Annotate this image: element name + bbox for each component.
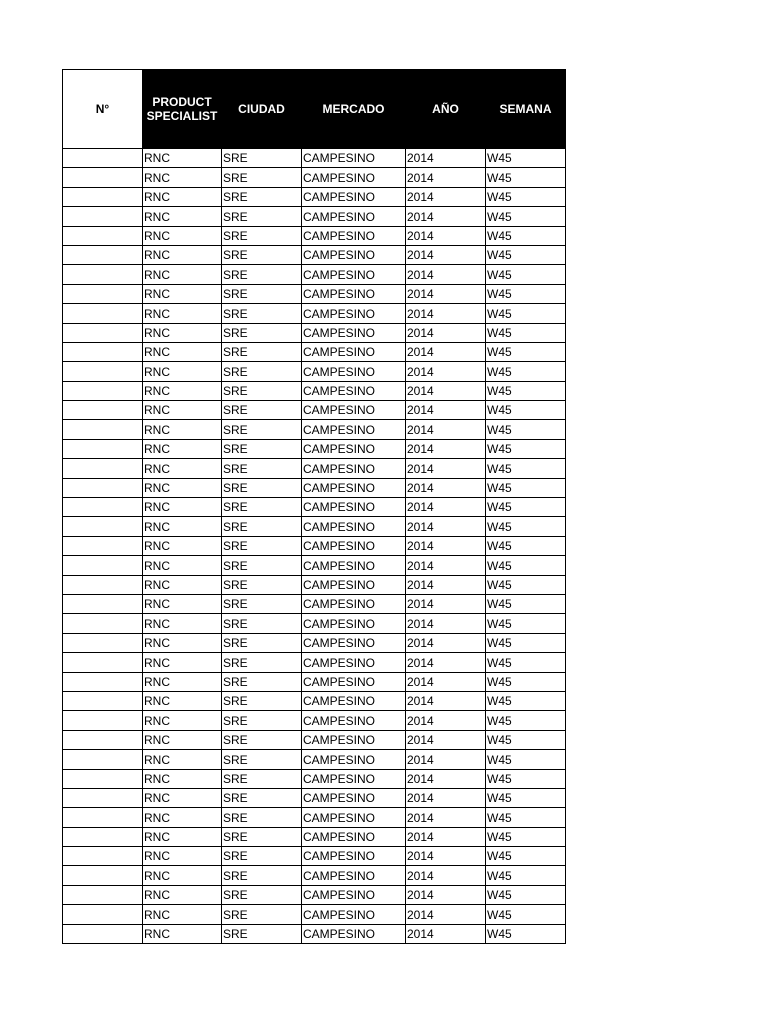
- cell-product-specialist[interactable]: RNC: [143, 226, 222, 245]
- cell-product-specialist[interactable]: RNC: [143, 304, 222, 323]
- cell-ano[interactable]: 2014: [406, 284, 486, 303]
- table-row: [63, 401, 566, 420]
- cell-mercado[interactable]: CAMPESINO: [302, 420, 406, 439]
- table-row: [63, 226, 566, 245]
- cell-number[interactable]: [63, 827, 143, 846]
- cell-semana[interactable]: W45: [486, 187, 566, 206]
- cell-ano[interactable]: 2014: [406, 439, 486, 458]
- cell-ciudad[interactable]: SRE: [222, 323, 302, 342]
- cell-mercado[interactable]: CAMPESINO: [302, 672, 406, 691]
- cell-mercado[interactable]: CAMPESINO: [302, 866, 406, 885]
- table-row: [63, 827, 566, 846]
- table-row: [63, 788, 566, 807]
- cell-semana[interactable]: W45: [486, 769, 566, 788]
- cell-ciudad[interactable]: SRE: [222, 827, 302, 846]
- cell-mercado[interactable]: CAMPESINO: [302, 498, 406, 517]
- cell-ciudad[interactable]: SRE: [222, 594, 302, 613]
- cell-product-specialist[interactable]: RNC: [143, 284, 222, 303]
- cell-semana[interactable]: W45: [486, 672, 566, 691]
- cell-product-specialist[interactable]: RNC: [143, 459, 222, 478]
- cell-ciudad[interactable]: SRE: [222, 168, 302, 187]
- cell-ano[interactable]: 2014: [406, 207, 486, 226]
- table-row: [63, 517, 566, 536]
- cell-number[interactable]: [63, 653, 143, 672]
- cell-semana[interactable]: W45: [486, 691, 566, 710]
- cell-ano[interactable]: 2014: [406, 827, 486, 846]
- cell-number[interactable]: [63, 245, 143, 264]
- cell-semana[interactable]: W45: [486, 478, 566, 497]
- cell-number[interactable]: [63, 672, 143, 691]
- header-mercado[interactable]: MERCADO: [302, 70, 406, 149]
- cell-product-specialist[interactable]: RNC: [143, 536, 222, 555]
- cell-product-specialist[interactable]: RNC: [143, 691, 222, 710]
- table-row: [63, 711, 566, 730]
- cell-ano[interactable]: 2014: [406, 924, 486, 943]
- cell-product-specialist[interactable]: RNC: [143, 788, 222, 807]
- table-row: [63, 265, 566, 284]
- cell-mercado[interactable]: CAMPESINO: [302, 691, 406, 710]
- cell-ciudad[interactable]: SRE: [222, 730, 302, 749]
- cell-semana[interactable]: W45: [486, 439, 566, 458]
- cell-mercado[interactable]: CAMPESINO: [302, 594, 406, 613]
- cell-ano[interactable]: 2014: [406, 498, 486, 517]
- cell-number[interactable]: [63, 905, 143, 924]
- table-row: [63, 342, 566, 361]
- cell-semana[interactable]: W45: [486, 924, 566, 943]
- cell-number[interactable]: [63, 381, 143, 400]
- cell-product-specialist[interactable]: RNC: [143, 905, 222, 924]
- table-row: [63, 536, 566, 555]
- cell-mercado[interactable]: CAMPESINO: [302, 905, 406, 924]
- cell-ciudad[interactable]: SRE: [222, 788, 302, 807]
- cell-ciudad[interactable]: SRE: [222, 808, 302, 827]
- cell-semana[interactable]: W45: [486, 594, 566, 613]
- cell-mercado[interactable]: CAMPESINO: [302, 284, 406, 303]
- cell-ano[interactable]: 2014: [406, 691, 486, 710]
- header-product-specialist[interactable]: PRODUCT SPECIALIST: [143, 70, 222, 149]
- cell-ciudad[interactable]: SRE: [222, 672, 302, 691]
- cell-ano[interactable]: 2014: [406, 265, 486, 284]
- cell-ano[interactable]: 2014: [406, 633, 486, 652]
- cell-number[interactable]: [63, 847, 143, 866]
- header-number[interactable]: N°: [63, 70, 143, 149]
- cell-mercado[interactable]: CAMPESINO: [302, 847, 406, 866]
- cell-semana[interactable]: W45: [486, 168, 566, 187]
- table-row: [63, 439, 566, 458]
- cell-semana[interactable]: W45: [486, 459, 566, 478]
- cell-product-specialist[interactable]: RNC: [143, 653, 222, 672]
- cell-mercado[interactable]: CAMPESINO: [302, 750, 406, 769]
- cell-number[interactable]: [63, 594, 143, 613]
- table-row: [63, 672, 566, 691]
- cell-number[interactable]: [63, 439, 143, 458]
- cell-ciudad[interactable]: SRE: [222, 517, 302, 536]
- cell-ciudad[interactable]: SRE: [222, 187, 302, 206]
- table-row: [63, 381, 566, 400]
- table-header: [63, 70, 566, 149]
- cell-semana[interactable]: W45: [486, 575, 566, 594]
- cell-product-specialist[interactable]: RNC: [143, 672, 222, 691]
- cell-number[interactable]: [63, 517, 143, 536]
- cell-ciudad[interactable]: SRE: [222, 420, 302, 439]
- cell-ano[interactable]: 2014: [406, 304, 486, 323]
- cell-ciudad[interactable]: SRE: [222, 478, 302, 497]
- cell-ano[interactable]: 2014: [406, 401, 486, 420]
- table-row: [63, 478, 566, 497]
- cell-ciudad[interactable]: SRE: [222, 691, 302, 710]
- cell-semana[interactable]: W45: [486, 381, 566, 400]
- cell-number[interactable]: [63, 342, 143, 361]
- cell-semana[interactable]: W45: [486, 420, 566, 439]
- cell-ano[interactable]: 2014: [406, 788, 486, 807]
- cell-ciudad[interactable]: SRE: [222, 769, 302, 788]
- table-row: [63, 323, 566, 342]
- cell-product-specialist[interactable]: RNC: [143, 381, 222, 400]
- cell-ciudad[interactable]: SRE: [222, 905, 302, 924]
- cell-ano[interactable]: 2014: [406, 536, 486, 555]
- cell-product-specialist[interactable]: RNC: [143, 168, 222, 187]
- cell-number[interactable]: [63, 323, 143, 342]
- table-row: [63, 575, 566, 594]
- cell-ciudad[interactable]: SRE: [222, 207, 302, 226]
- cell-number[interactable]: [63, 866, 143, 885]
- table-row: [63, 187, 566, 206]
- cell-mercado[interactable]: CAMPESINO: [302, 245, 406, 264]
- cell-ano[interactable]: 2014: [406, 672, 486, 691]
- table-row: [63, 498, 566, 517]
- cell-ano[interactable]: 2014: [406, 769, 486, 788]
- cell-ciudad[interactable]: SRE: [222, 381, 302, 400]
- cell-ano[interactable]: 2014: [406, 594, 486, 613]
- table-row: [63, 866, 566, 885]
- table-row: [63, 420, 566, 439]
- cell-ano[interactable]: 2014: [406, 168, 486, 187]
- cell-semana[interactable]: W45: [486, 323, 566, 342]
- cell-ano[interactable]: 2014: [406, 187, 486, 206]
- cell-ano[interactable]: 2014: [406, 323, 486, 342]
- table-row: [63, 284, 566, 303]
- cell-semana[interactable]: W45: [486, 226, 566, 245]
- cell-ano[interactable]: 2014: [406, 866, 486, 885]
- cell-mercado[interactable]: CAMPESINO: [302, 653, 406, 672]
- cell-mercado[interactable]: CAMPESINO: [302, 885, 406, 904]
- cell-product-specialist[interactable]: RNC: [143, 750, 222, 769]
- cell-product-specialist[interactable]: RNC: [143, 866, 222, 885]
- cell-number[interactable]: [63, 788, 143, 807]
- cell-number[interactable]: [63, 498, 143, 517]
- header-semana[interactable]: SEMANA: [486, 70, 566, 149]
- header-row: [63, 70, 566, 149]
- cell-semana[interactable]: W45: [486, 633, 566, 652]
- cell-mercado[interactable]: CAMPESINO: [302, 536, 406, 555]
- cell-number[interactable]: [63, 633, 143, 652]
- table-row: [63, 594, 566, 613]
- table-row: [63, 459, 566, 478]
- cell-semana[interactable]: W45: [486, 750, 566, 769]
- table-row: [63, 924, 566, 943]
- cell-semana[interactable]: W45: [486, 304, 566, 323]
- cell-ciudad[interactable]: SRE: [222, 653, 302, 672]
- table-row: [63, 633, 566, 652]
- cell-ciudad[interactable]: SRE: [222, 401, 302, 420]
- cell-number[interactable]: [63, 478, 143, 497]
- cell-product-specialist[interactable]: RNC: [143, 594, 222, 613]
- cell-number[interactable]: [63, 226, 143, 245]
- cell-mercado[interactable]: CAMPESINO: [302, 226, 406, 245]
- cell-product-specialist[interactable]: RNC: [143, 439, 222, 458]
- cell-ciudad[interactable]: SRE: [222, 342, 302, 361]
- table-row: [63, 847, 566, 866]
- cell-semana[interactable]: W45: [486, 866, 566, 885]
- table-body: [63, 149, 566, 944]
- cell-product-specialist[interactable]: RNC: [143, 517, 222, 536]
- cell-ano[interactable]: 2014: [406, 556, 486, 575]
- cell-mercado[interactable]: CAMPESINO: [302, 149, 406, 168]
- cell-ciudad[interactable]: SRE: [222, 245, 302, 264]
- table-row: [63, 304, 566, 323]
- cell-ciudad[interactable]: SRE: [222, 556, 302, 575]
- cell-semana[interactable]: W45: [486, 342, 566, 361]
- cell-mercado[interactable]: CAMPESINO: [302, 808, 406, 827]
- cell-ano[interactable]: 2014: [406, 362, 486, 381]
- cell-number[interactable]: [63, 536, 143, 555]
- header-ano[interactable]: AÑO: [406, 70, 486, 149]
- cell-semana[interactable]: W45: [486, 614, 566, 633]
- cell-product-specialist[interactable]: RNC: [143, 362, 222, 381]
- cell-mercado[interactable]: CAMPESINO: [302, 401, 406, 420]
- cell-number[interactable]: [63, 924, 143, 943]
- table-row: [63, 885, 566, 904]
- cell-ciudad[interactable]: SRE: [222, 498, 302, 517]
- cell-number[interactable]: [63, 207, 143, 226]
- cell-ciudad[interactable]: SRE: [222, 536, 302, 555]
- cell-ano[interactable]: 2014: [406, 478, 486, 497]
- cell-semana[interactable]: W45: [486, 885, 566, 904]
- cell-ano[interactable]: 2014: [406, 750, 486, 769]
- cell-product-specialist[interactable]: RNC: [143, 420, 222, 439]
- table-row: [63, 808, 566, 827]
- cell-number[interactable]: [63, 885, 143, 904]
- cell-semana[interactable]: W45: [486, 730, 566, 749]
- cell-ano[interactable]: 2014: [406, 905, 486, 924]
- cell-semana[interactable]: W45: [486, 498, 566, 517]
- cell-ciudad[interactable]: SRE: [222, 633, 302, 652]
- cell-semana[interactable]: W45: [486, 905, 566, 924]
- cell-mercado[interactable]: CAMPESINO: [302, 207, 406, 226]
- cell-mercado[interactable]: CAMPESINO: [302, 459, 406, 478]
- cell-ano[interactable]: 2014: [406, 517, 486, 536]
- table-row: [63, 653, 566, 672]
- cell-ciudad[interactable]: SRE: [222, 885, 302, 904]
- cell-number[interactable]: [63, 265, 143, 284]
- cell-product-specialist[interactable]: RNC: [143, 769, 222, 788]
- table-row: [63, 149, 566, 168]
- table-row: [63, 730, 566, 749]
- cell-mercado[interactable]: CAMPESINO: [302, 187, 406, 206]
- table-row: [63, 614, 566, 633]
- cell-semana[interactable]: W45: [486, 653, 566, 672]
- cell-product-specialist[interactable]: RNC: [143, 265, 222, 284]
- cell-ciudad[interactable]: SRE: [222, 866, 302, 885]
- cell-ano[interactable]: 2014: [406, 149, 486, 168]
- cell-ano[interactable]: 2014: [406, 342, 486, 361]
- table-row: [63, 769, 566, 788]
- cell-mercado[interactable]: CAMPESINO: [302, 381, 406, 400]
- cell-product-specialist[interactable]: RNC: [143, 575, 222, 594]
- cell-number[interactable]: [63, 711, 143, 730]
- cell-ano[interactable]: 2014: [406, 808, 486, 827]
- cell-number[interactable]: [63, 614, 143, 633]
- cell-ano[interactable]: 2014: [406, 459, 486, 478]
- cell-ano[interactable]: 2014: [406, 653, 486, 672]
- cell-number[interactable]: [63, 362, 143, 381]
- cell-ciudad[interactable]: SRE: [222, 924, 302, 943]
- cell-product-specialist[interactable]: RNC: [143, 847, 222, 866]
- cell-semana[interactable]: W45: [486, 827, 566, 846]
- cell-number[interactable]: [63, 401, 143, 420]
- cell-product-specialist[interactable]: RNC: [143, 730, 222, 749]
- table-row: [63, 750, 566, 769]
- cell-ciudad[interactable]: SRE: [222, 304, 302, 323]
- cell-semana[interactable]: W45: [486, 265, 566, 284]
- cell-semana[interactable]: W45: [486, 149, 566, 168]
- cell-ciudad[interactable]: SRE: [222, 614, 302, 633]
- cell-ciudad[interactable]: SRE: [222, 847, 302, 866]
- cell-product-specialist[interactable]: RNC: [143, 614, 222, 633]
- cell-mercado[interactable]: CAMPESINO: [302, 575, 406, 594]
- table-row: [63, 362, 566, 381]
- cell-mercado[interactable]: CAMPESINO: [302, 323, 406, 342]
- cell-ano[interactable]: 2014: [406, 420, 486, 439]
- cell-ano[interactable]: 2014: [406, 711, 486, 730]
- cell-ciudad[interactable]: SRE: [222, 750, 302, 769]
- cell-product-specialist[interactable]: RNC: [143, 556, 222, 575]
- cell-product-specialist[interactable]: RNC: [143, 885, 222, 904]
- cell-semana[interactable]: W45: [486, 362, 566, 381]
- cell-product-specialist[interactable]: RNC: [143, 498, 222, 517]
- table-row: [63, 168, 566, 187]
- cell-product-specialist[interactable]: RNC: [143, 711, 222, 730]
- cell-mercado[interactable]: CAMPESINO: [302, 265, 406, 284]
- cell-product-specialist[interactable]: RNC: [143, 478, 222, 497]
- cell-product-specialist[interactable]: RNC: [143, 187, 222, 206]
- cell-number[interactable]: [63, 556, 143, 575]
- cell-product-specialist[interactable]: RNC: [143, 633, 222, 652]
- cell-ciudad[interactable]: SRE: [222, 265, 302, 284]
- cell-number[interactable]: [63, 808, 143, 827]
- cell-number[interactable]: [63, 420, 143, 439]
- cell-mercado[interactable]: CAMPESINO: [302, 342, 406, 361]
- cell-number[interactable]: [63, 168, 143, 187]
- cell-mercado[interactable]: CAMPESINO: [302, 730, 406, 749]
- cell-semana[interactable]: W45: [486, 711, 566, 730]
- cell-number[interactable]: [63, 284, 143, 303]
- table-row: [63, 556, 566, 575]
- cell-ciudad[interactable]: SRE: [222, 226, 302, 245]
- cell-mercado[interactable]: CAMPESINO: [302, 769, 406, 788]
- cell-ano[interactable]: 2014: [406, 730, 486, 749]
- cell-mercado[interactable]: CAMPESINO: [302, 439, 406, 458]
- cell-mercado[interactable]: CAMPESINO: [302, 614, 406, 633]
- cell-number[interactable]: [63, 187, 143, 206]
- cell-mercado[interactable]: CAMPESINO: [302, 478, 406, 497]
- cell-ciudad[interactable]: SRE: [222, 575, 302, 594]
- cell-product-specialist[interactable]: RNC: [143, 924, 222, 943]
- cell-product-specialist[interactable]: RNC: [143, 323, 222, 342]
- cell-semana[interactable]: W45: [486, 207, 566, 226]
- table-row: [63, 905, 566, 924]
- cell-semana[interactable]: W45: [486, 284, 566, 303]
- cell-number[interactable]: [63, 459, 143, 478]
- cell-mercado[interactable]: CAMPESINO: [302, 304, 406, 323]
- cell-mercado[interactable]: CAMPESINO: [302, 362, 406, 381]
- cell-semana[interactable]: W45: [486, 556, 566, 575]
- cell-semana[interactable]: W45: [486, 788, 566, 807]
- cell-semana[interactable]: W45: [486, 517, 566, 536]
- cell-ciudad[interactable]: SRE: [222, 439, 302, 458]
- cell-semana[interactable]: W45: [486, 847, 566, 866]
- cell-number[interactable]: [63, 769, 143, 788]
- cell-product-specialist[interactable]: RNC: [143, 245, 222, 264]
- cell-product-specialist[interactable]: RNC: [143, 401, 222, 420]
- cell-number[interactable]: [63, 730, 143, 749]
- cell-ano[interactable]: 2014: [406, 381, 486, 400]
- cell-product-specialist[interactable]: RNC: [143, 808, 222, 827]
- cell-ano[interactable]: 2014: [406, 575, 486, 594]
- cell-mercado[interactable]: CAMPESINO: [302, 788, 406, 807]
- table-row: [63, 245, 566, 264]
- cell-product-specialist[interactable]: RNC: [143, 149, 222, 168]
- cell-mercado[interactable]: CAMPESINO: [302, 517, 406, 536]
- cell-number[interactable]: [63, 691, 143, 710]
- cell-semana[interactable]: W45: [486, 245, 566, 264]
- cell-ciudad[interactable]: SRE: [222, 362, 302, 381]
- cell-semana[interactable]: W45: [486, 536, 566, 555]
- cell-number[interactable]: [63, 750, 143, 769]
- cell-ciudad[interactable]: SRE: [222, 149, 302, 168]
- cell-ano[interactable]: 2014: [406, 245, 486, 264]
- cell-mercado[interactable]: CAMPESINO: [302, 827, 406, 846]
- cell-ano[interactable]: 2014: [406, 885, 486, 904]
- cell-ano[interactable]: 2014: [406, 614, 486, 633]
- cell-number[interactable]: [63, 575, 143, 594]
- cell-product-specialist[interactable]: RNC: [143, 342, 222, 361]
- cell-mercado[interactable]: CAMPESINO: [302, 168, 406, 187]
- cell-ano[interactable]: 2014: [406, 226, 486, 245]
- cell-ciudad[interactable]: SRE: [222, 284, 302, 303]
- cell-number[interactable]: [63, 304, 143, 323]
- cell-number[interactable]: [63, 149, 143, 168]
- cell-semana[interactable]: W45: [486, 401, 566, 420]
- cell-semana[interactable]: W45: [486, 808, 566, 827]
- cell-ciudad[interactable]: SRE: [222, 711, 302, 730]
- cell-mercado[interactable]: CAMPESINO: [302, 556, 406, 575]
- table-row: [63, 207, 566, 226]
- cell-mercado[interactable]: CAMPESINO: [302, 633, 406, 652]
- cell-mercado[interactable]: CAMPESINO: [302, 924, 406, 943]
- cell-product-specialist[interactable]: RNC: [143, 207, 222, 226]
- table-row: [63, 691, 566, 710]
- cell-product-specialist[interactable]: RNC: [143, 827, 222, 846]
- cell-ciudad[interactable]: SRE: [222, 459, 302, 478]
- header-ciudad[interactable]: CIUDAD: [222, 70, 302, 149]
- cell-mercado[interactable]: CAMPESINO: [302, 711, 406, 730]
- cell-ano[interactable]: 2014: [406, 847, 486, 866]
- spreadsheet-table: [62, 69, 566, 944]
